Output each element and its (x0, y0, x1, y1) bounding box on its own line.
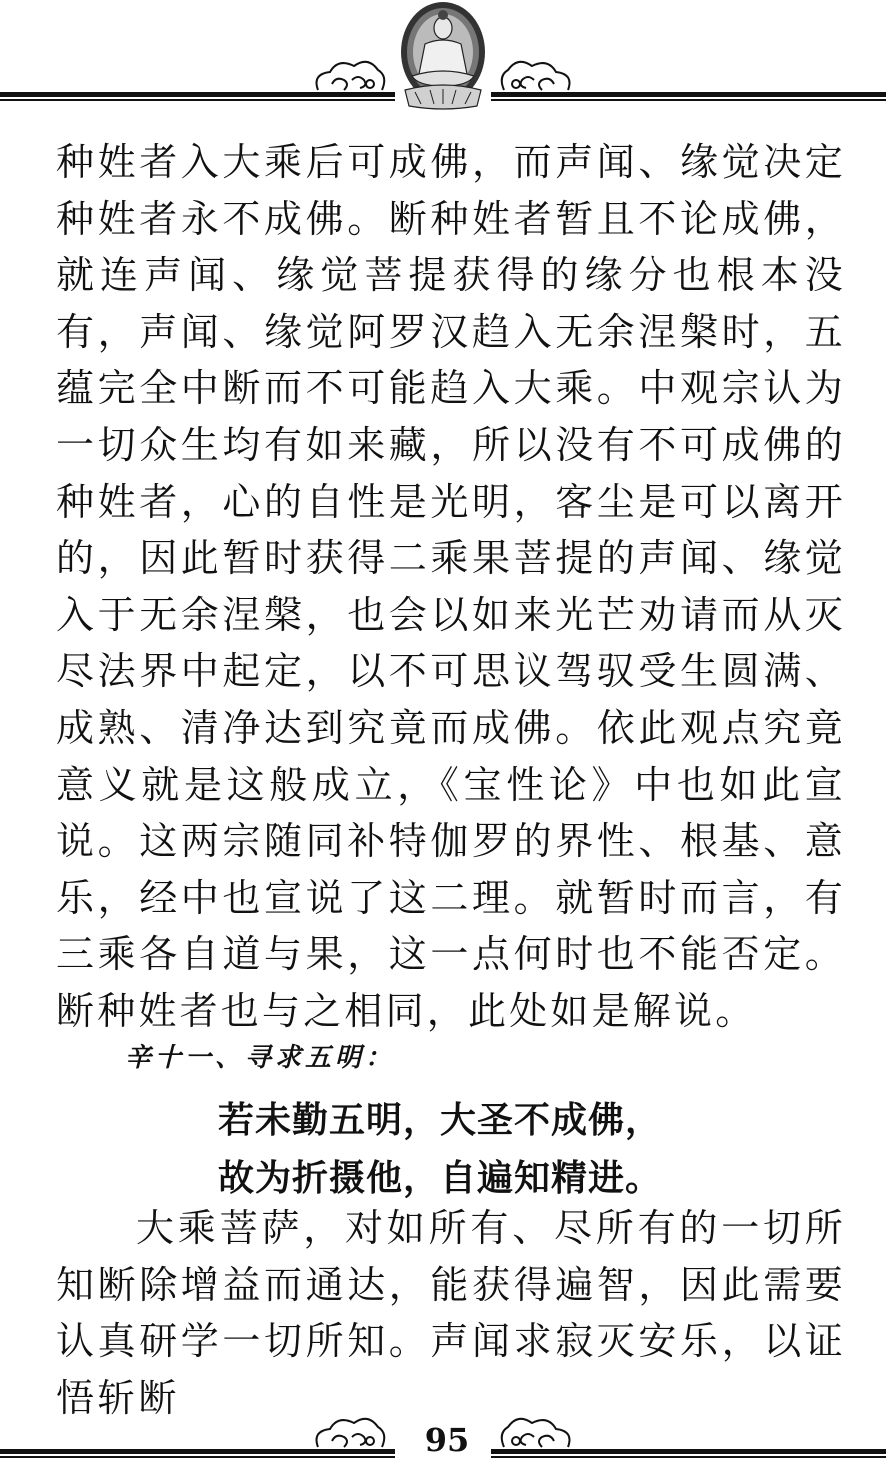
page-header-ornament (0, 0, 886, 115)
header-ornament-graphic (0, 0, 886, 115)
section-heading: 辛十一、寻求五明： (125, 1043, 396, 1073)
verse-line-2: 故为折摄他，自遍知精进。 (218, 1158, 663, 1199)
left-cloud-scroll-icon (317, 62, 385, 90)
page-number: 95 (424, 1421, 470, 1459)
right-cloud-scroll-icon (502, 62, 570, 90)
body-paragraph-1: 种姓者入大乘后可成佛，而声闻、缘觉决定种姓者永不成佛。断种姓者暂且不论成佛，就连声闻、缘觉菩提获得的缘分也根本没有，声闻、缘觉阿罗汉趋入无余涅槃时，五蕴完全中断而不可能趋入大乘。中观宗认为一切众生均有如来藏，所以没有不可成佛的种姓者，心的自性是光明，客尘是可以离开的，因此暂时获得二乘果菩提的声闻、缘觉入于无余涅槃，也会以如来光芒劝请而从灭尽法界中起定，以不可思议驾驭受生圆满、成熟、清净达到究竟而成佛。依此观点究竟意义就是这般成立，《宝性论》中也如此宣说。这两宗随同补特伽罗的界性、根基、意乐，经中也宣说了这二理。就暂时而言，有三乘各自道与果，这一点何时也不能否定。断种姓者也与之相同，此处如是解说。 (56, 140, 846, 1033)
verse-line-1: 若未勤五明，大圣不成佛， (218, 1100, 663, 1141)
body-paragraph-2: 大乘菩萨，对如所有、尽所有的一切所知断除增益而通达，能获得遍智，因此需要认真研学一切所知。声闻求寂灭安乐，以证悟斩断 (56, 1206, 846, 1420)
footer-left-cloud-scroll-icon (317, 1419, 385, 1447)
buddha-figure-icon (401, 2, 485, 109)
footer-right-cloud-scroll-icon (502, 1419, 570, 1447)
